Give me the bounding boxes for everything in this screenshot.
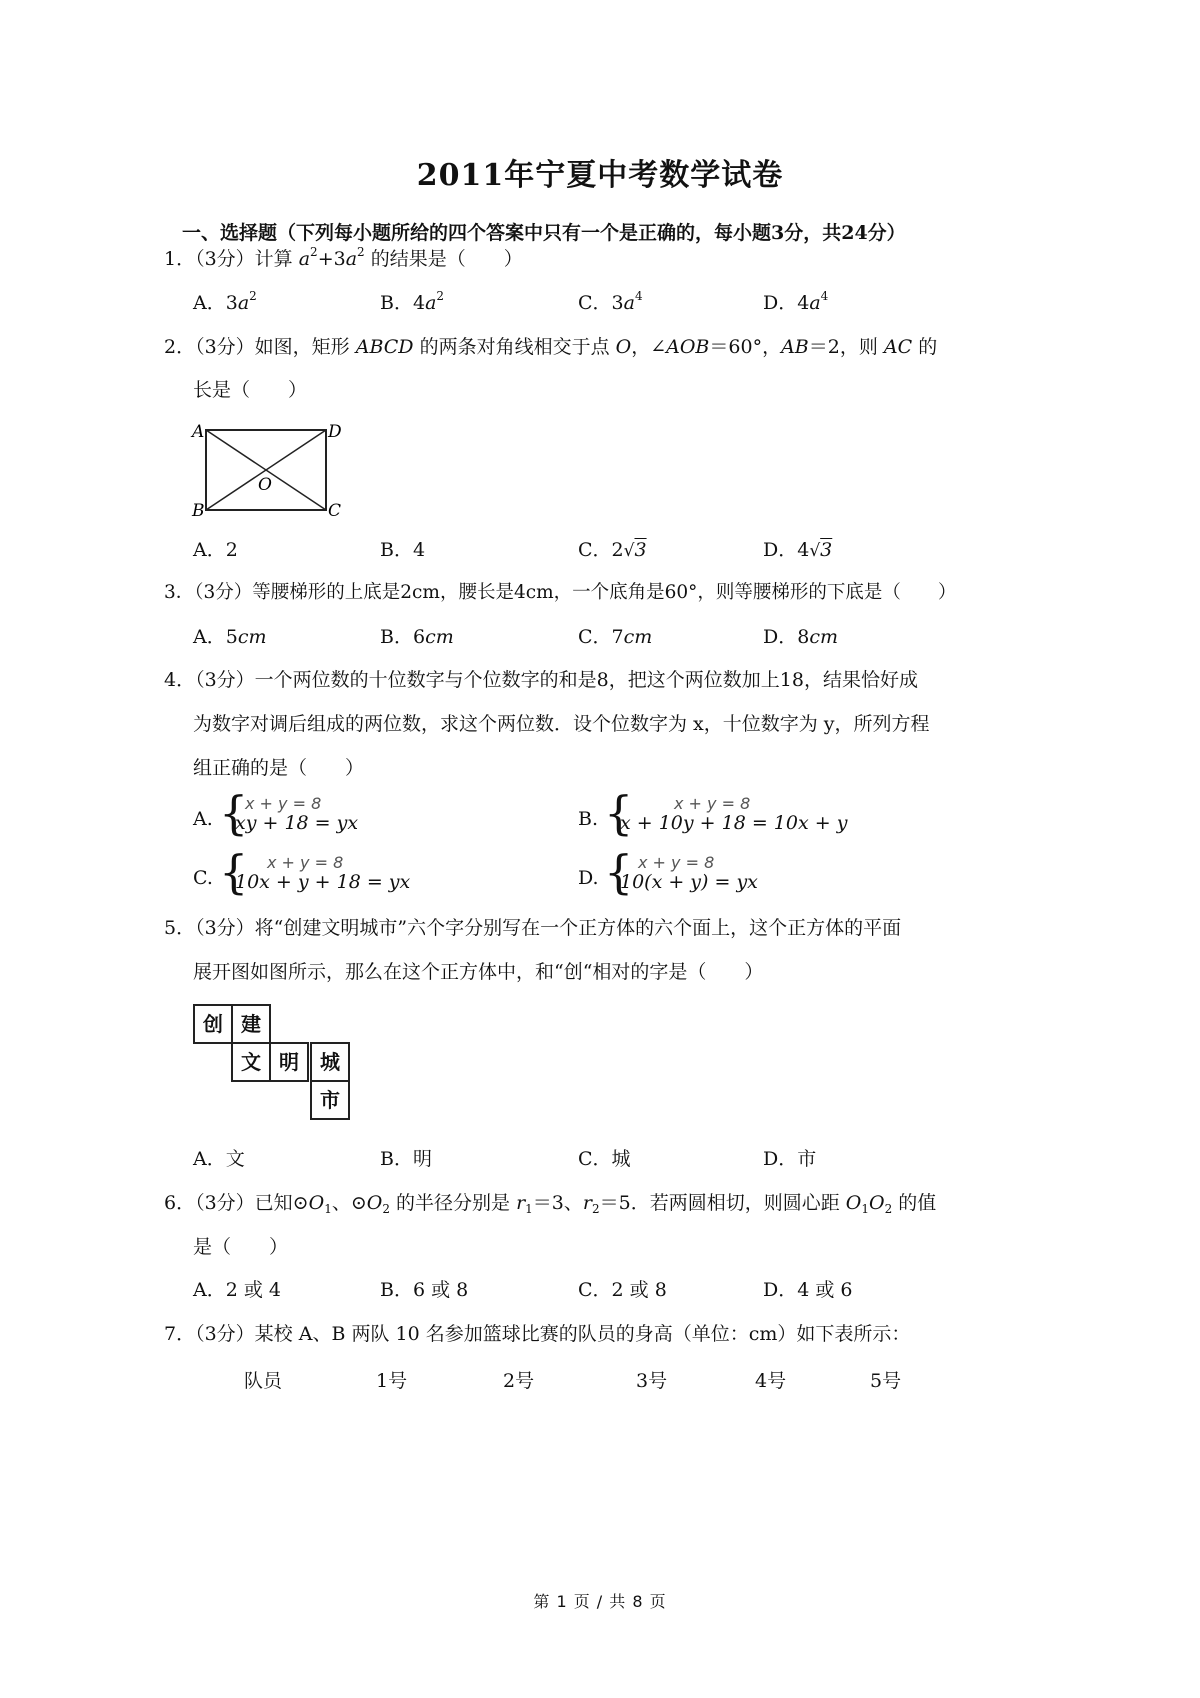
- question-6-stem-line-1: 6．（3分）已知$⊙O_1$、$⊙O_2$ 的半径分别是 $r_1=3$、$r_2=5$．若两圆相切，则圆心距 $O_1O_2$ 的值: [164, 1192, 937, 1216]
- figure-label-d: D: [328, 422, 342, 442]
- cube-net-figure: [193, 1004, 353, 1124]
- question-4-stem-line-2: 为数字对调后组成的两位数，求这个两位数．设个位数字为 x，十位数字为 y，所列方程: [193, 713, 930, 735]
- question-2-option-b[interactable]: B．4: [380, 539, 426, 561]
- question-4-stem-line-1: 4．（3分）一个两位数的十位数字与个位数字的和是8，把这个两位数加上18，结果恰好成: [164, 669, 918, 691]
- question-5-option-c[interactable]: C．城: [578, 1148, 631, 1170]
- question-1-option-c[interactable]: C．$3a^4$: [578, 289, 643, 314]
- rectangle-figure: [190, 418, 350, 522]
- question-3-option-a[interactable]: A．5cm: [193, 626, 267, 648]
- question-5-option-a[interactable]: A．文: [193, 1148, 245, 1170]
- question-2-option-c[interactable]: C．2√3: [578, 539, 647, 561]
- question-3-stem: 3．（3分）等腰梯形的上底是2cm，腰长是4cm，一个底角是60°，则等腰梯形的下底是（ ）: [164, 582, 957, 603]
- question-4-stem-line-3: 组正确的是（ ）: [193, 757, 365, 779]
- figure-label-b: B: [192, 501, 205, 521]
- table-header-cell: 5号: [870, 1370, 902, 1392]
- table-header-cell: 2号: [503, 1370, 535, 1392]
- question-5-stem-line-2: 展开图如图所示，那么在这个正方体中，和“创“相对的字是（ ）: [193, 961, 764, 983]
- net-cell-chuang: 创: [193, 1004, 233, 1044]
- question-1-option-d[interactable]: D．$4a^4$: [763, 289, 829, 314]
- question-2-stem-line-1: 2．（3分）如图，矩形 ABCD 的两条对角线相交于点 O，∠AOB＝60°，AB＝2，则 AC 的: [164, 336, 938, 358]
- question-5-option-b[interactable]: B．明: [380, 1148, 432, 1170]
- net-cell-jian: 建: [231, 1004, 271, 1044]
- question-2-stem-line-2: 长是（ ）: [193, 379, 308, 401]
- question-2-option-d[interactable]: D．4√3: [763, 539, 833, 561]
- page-footer: 第 1 页 / 共 8 页: [533, 1592, 667, 1611]
- exam-page: 2011年宁夏中考数学试卷 一、选择题（下列每小题所给的四个答案中只有一个是正确的，每小题3分，共24分） 1．（3分）计算 $a^2+3a^2$ 的结果是（ ） A．$3a^2$ B．$4a^2$ C．$3a^4$ D．$4a^4$ 2．（3分）如图，矩形 ABCD 的两条对角线相交于点 O，∠AOB＝60°，AB＝2，则 AC 的 长是（ ） A D B C O A．2 B．4 C．2√3 D．4√3 3．（3分）等腰梯形的上底是2cm，腰长是4cm，一个底角是60°，则等腰梯形的下底是（ ） A．5cm B．6cm C．7cm D．8cm 4．（3分）一个两位数的十位数字与个位数字的和是8，把这个两位数加上18，结果恰好成 为数字对调后组成的两位数，求这个两位数．设个位数字为 x，十位数字为 y，所列方程 组正确的是（ ） A. { x + y = 8 xy + 18 = yx B. { x + y = 8 x + 10y + 18 = 10x + y C. { x + y = 8 10x + y + 18 = yx D. { x + y = 8 10(x + y) = yx 5．（3分）将“创建文明城市”六个字分别写在一个正方体的六个面上，这个正方体的平面 展开图如图所示，那么在这个正方体中，和“创“相对的字是（ ） 创 建 文 明 城 市 A．文 B．明 C．城 D．市 6．（3分）已知$⊙O_1$、$⊙O_2$ 的半径分别是 $r_1=3$、$r_2=5$．若两圆相切，则圆心距 $O_1O_2$ 的值 是（ ） A．2 或 4 B．6 或 8 C．2 或 8 D．4 或 6 7．（3分）某校 A、B 两队 10 名参加篮球比赛的队员的身高（单位：cm）如下表所示： 队员 1号 2号 3号 4号 5号 第 1 页 / 共 8 页: [0, 0, 1200, 1698]
- table-header-cell: 1号: [376, 1370, 408, 1392]
- question-6-option-b[interactable]: B．6 或 8: [380, 1279, 469, 1301]
- figure-label-a: A: [192, 422, 205, 442]
- section-heading: 一、选择题（下列每小题所给的四个答案中只有一个是正确的，每小题3分，共24分）: [182, 222, 906, 244]
- net-cell-wen: 文: [231, 1042, 271, 1082]
- question-6-option-c[interactable]: C．2 或 8: [578, 1279, 667, 1301]
- question-7-stem: 7．（3分）某校 A、B 两队 10 名参加篮球比赛的队员的身高（单位：cm）如下表所示：: [164, 1323, 911, 1345]
- net-cell-cheng: 城: [310, 1042, 350, 1082]
- question-5-option-d[interactable]: D．市: [763, 1148, 817, 1170]
- net-cell-ming: 明: [269, 1042, 309, 1082]
- question-1-option-b[interactable]: B．$4a^2$: [380, 289, 445, 314]
- question-6-stem-line-2: 是（ ）: [193, 1236, 289, 1258]
- question-6-option-a[interactable]: A．2 或 4: [193, 1279, 281, 1301]
- question-3-option-d[interactable]: D．8cm: [763, 626, 838, 648]
- question-3-option-c[interactable]: C．7cm: [578, 626, 653, 648]
- net-cell-shi: 市: [310, 1080, 350, 1120]
- question-3-option-b[interactable]: B．6cm: [380, 626, 454, 648]
- table-header-cell: 3号: [636, 1370, 668, 1392]
- question-5-stem-line-1: 5．（3分）将“创建文明城市”六个字分别写在一个正方体的六个面上，这个正方体的平面: [164, 917, 902, 939]
- table-header-cell: 4号: [755, 1370, 787, 1392]
- question-2-option-a[interactable]: A．2: [193, 539, 238, 561]
- figure-label-c: C: [328, 501, 342, 521]
- page-title: 2011年宁夏中考数学试卷: [416, 158, 784, 193]
- table-header-cell: 队员: [244, 1370, 283, 1392]
- figure-label-o: O: [258, 475, 272, 495]
- question-1-stem: 1．（3分）计算 $a^2+3a^2$ 的结果是（ ）: [164, 245, 523, 270]
- question-1-option-a[interactable]: A．$3a^2$: [193, 289, 257, 314]
- question-6-option-d[interactable]: D．4 或 6: [763, 1279, 853, 1301]
